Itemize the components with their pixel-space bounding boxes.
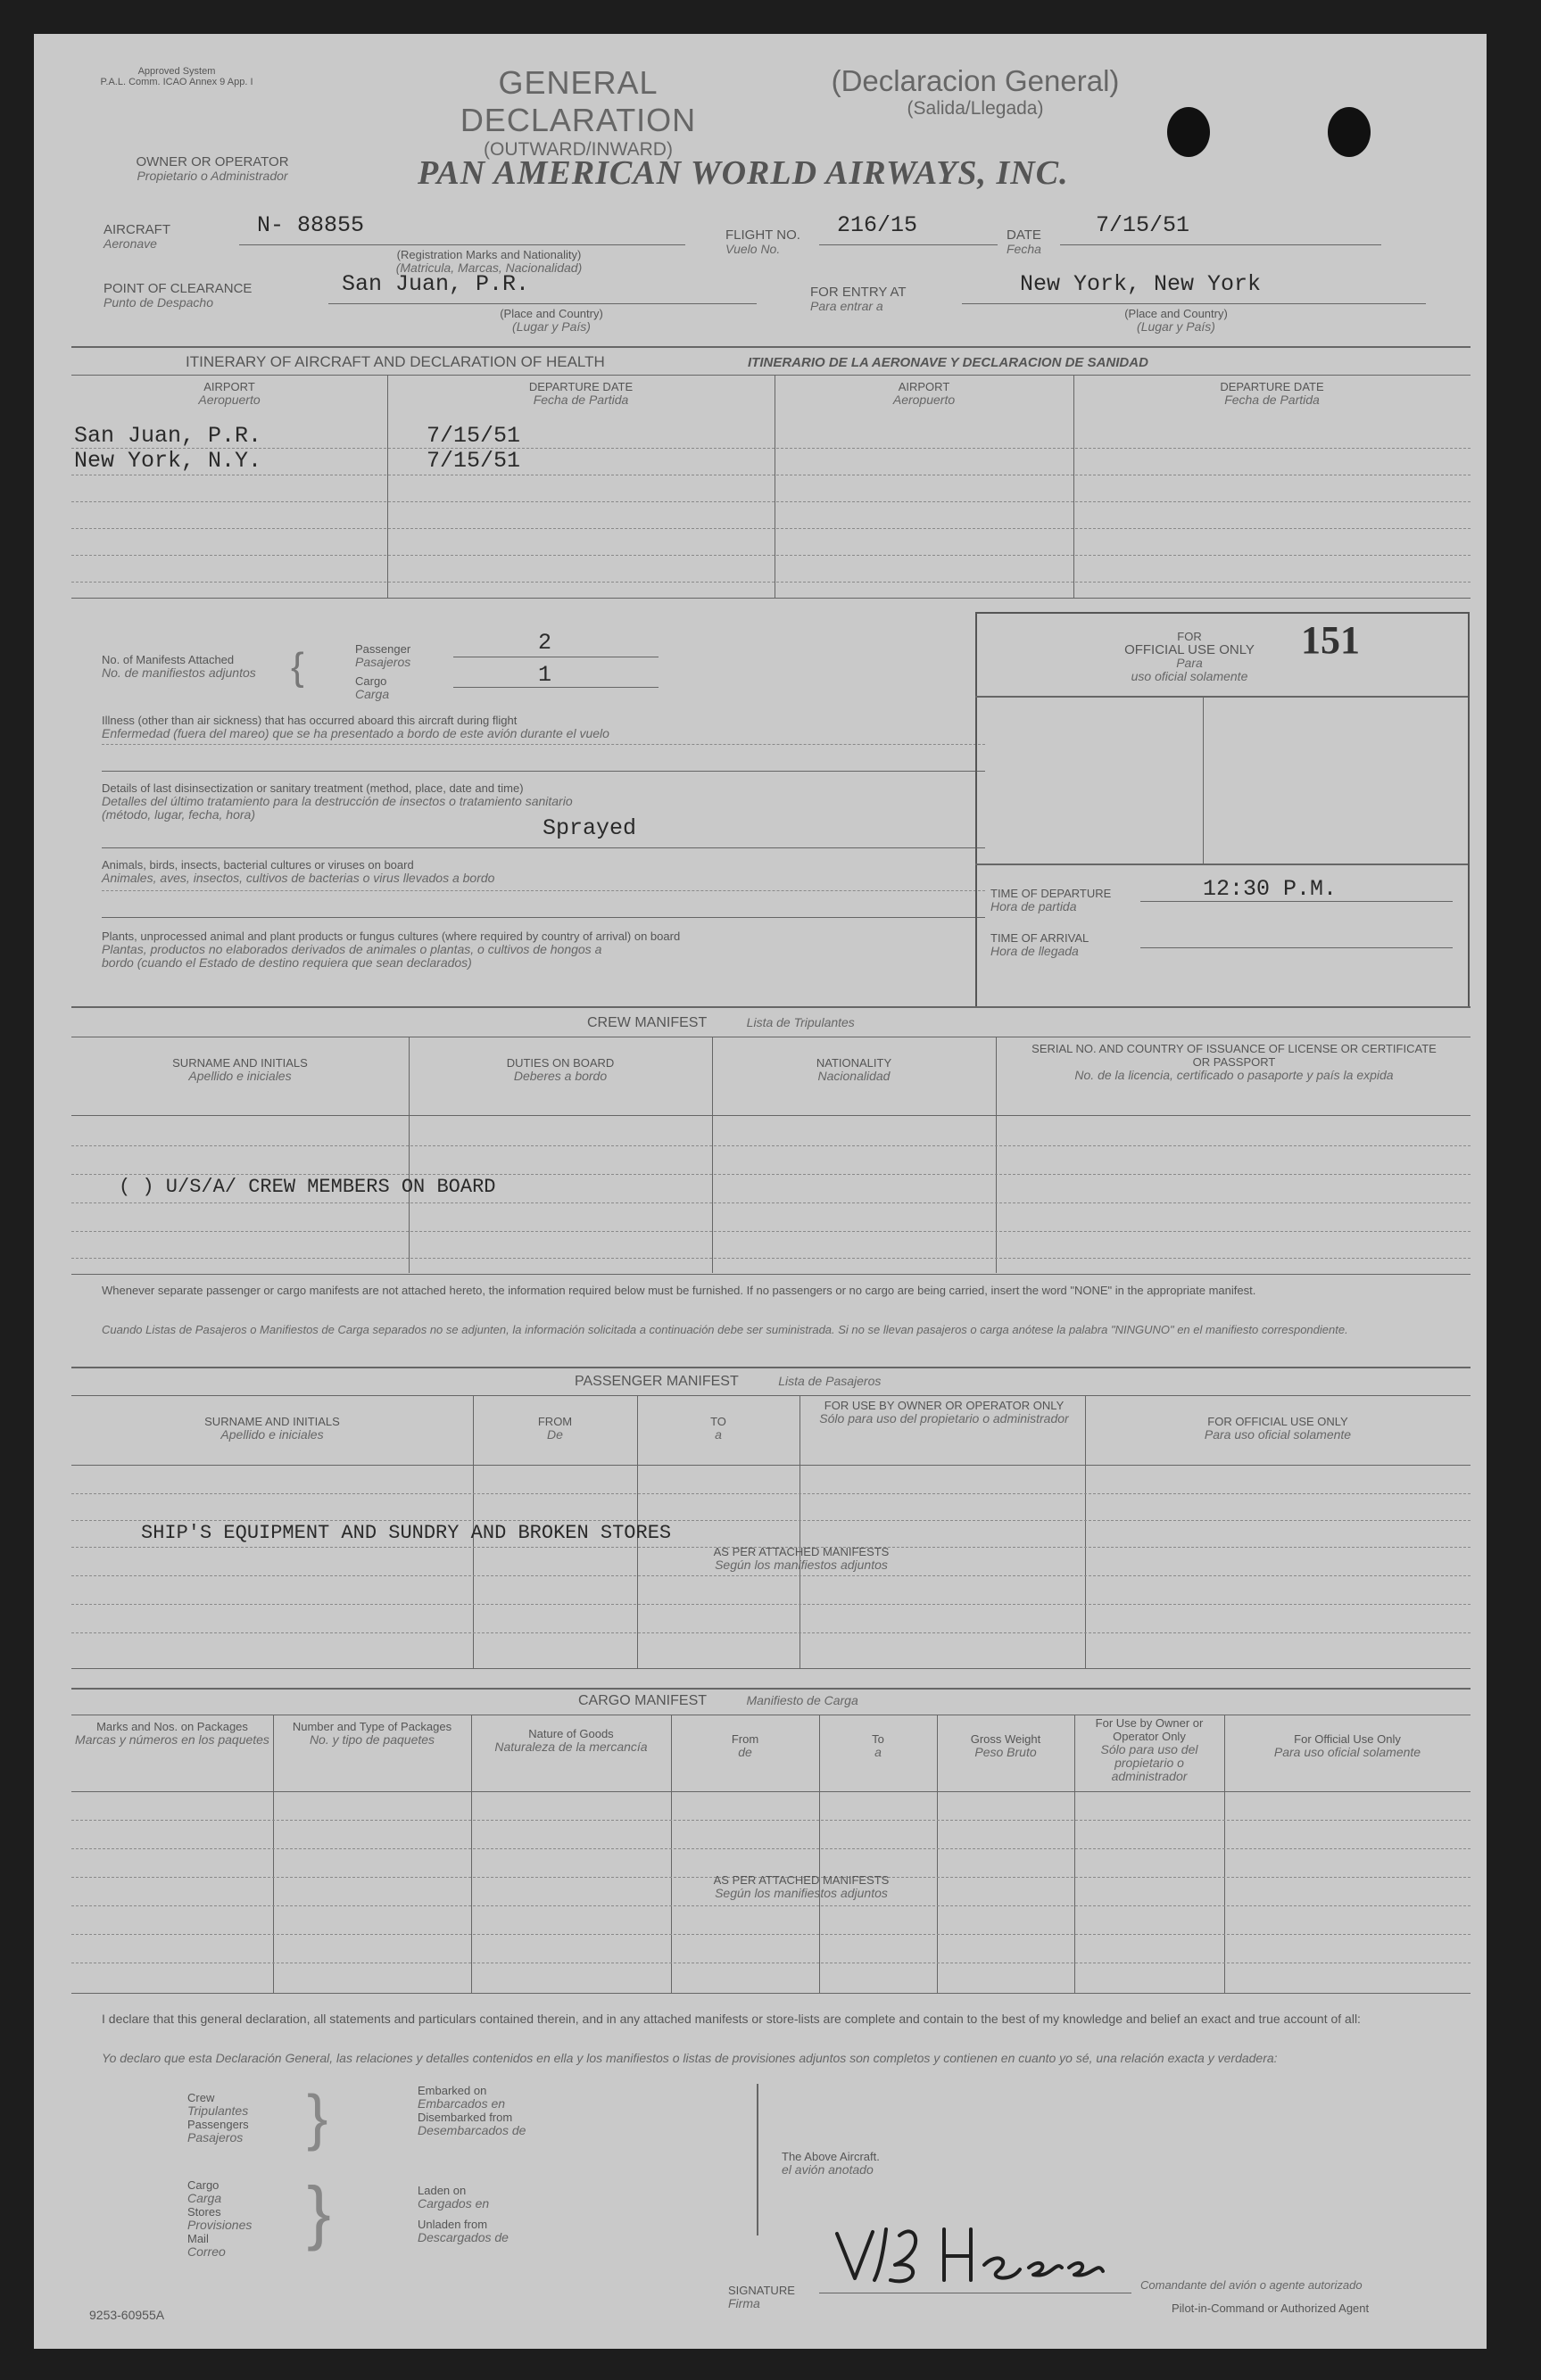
cargo-col-from: From de [731,1732,759,1759]
cargo-attached: AS PER ATTACHED MANIFESTS Según los manifiestos adjuntos [713,1873,890,1900]
approved-system: Approved System P.A.L. Comm. ICAO Annex 9 App. I [100,66,253,87]
date-value: 7/15/51 [1096,212,1190,238]
cargo-col-nature: Nature of Goods Naturaleza de la mercancía [494,1727,648,1754]
signature-scribble [819,2216,1114,2296]
crew-col-surname: SURNAME AND INITIALS Apellido e iniciales [172,1056,308,1083]
passenger-title: PASSENGER MANIFEST Lista de Pasajeros [575,1374,882,1389]
decl-above: The Above Aircraft. el avión anotado [782,2150,880,2177]
pax-col-owner: FOR USE BY OWNER OR OPERATOR ONLY Sólo para uso del propietario o administrador [819,1399,1069,1426]
entry-place-note: (Place and Country) (Lugar y País) [1124,307,1228,334]
cargo-col-number: Number and Type of Packages No. y tipo de paquetes [292,1720,452,1747]
col-airport-2: AIRPORT Aeropuerto [892,380,956,407]
pax-col-to: TO a [710,1415,726,1442]
manifests-label: No. of Manifests Attached No. de manifiestos adjuntos [102,653,256,680]
notice-en: Whenever separate passenger or cargo manifests are not attached hereto, the information required below must be furnished. If no passengers or no cargo are being carried, insert the word "NONE" in the appropriate manifest. [102,1284,1256,1297]
crew-title: CREW MANIFEST Lista de Tripulantes [587,1015,855,1030]
flight-number: 216/15 [837,212,918,238]
clearance-value: San Juan, P.R. [342,271,530,297]
disinsect-label: Details of last disinsectization or sanitary treatment (method, place, date and time) Detalles del último tratamiento para la destrucción de insectos o tratamiento sanitario (método, lugar, fecha, hora) [102,781,573,822]
itinerary-date-2: 7/15/51 [427,448,521,474]
official-number: 151 [1301,618,1360,662]
flight-label: FLIGHT NO. Vuelo No. [725,227,800,256]
col-departure-2: DEPARTURE DATE Fecha de Partida [1220,380,1324,407]
crew-col-nationality: NATIONALITY Nacionalidad [816,1056,892,1083]
declaration-form [34,34,1487,2349]
cargo-col-to: To a [872,1732,884,1759]
aircraft-value: N- 88855 [257,212,365,238]
crew-col-serial: SERIAL NO. AND COUNTRY OF ISSUANCE OF LICENSE OR CERTIFICATE OR PASSPORT No. de la licencia, certificado o pasaporte y país la expida [1031,1042,1437,1082]
form-title-es: (Declaracion General) (Salida/Llegada) [831,64,1120,119]
passenger-label: Passenger Pasajeros [355,642,411,669]
itinerary-date-1: 7/15/51 [427,423,521,449]
aircraft-label: AIRCRAFT Aeronave [104,222,170,251]
pax-attached: AS PER ATTACHED MANIFESTS Según los manifiestos adjuntos [713,1545,890,1572]
form-number: 9253-60955A [89,2308,165,2322]
pax-col-surname: SURNAME AND INITIALS Apellido e iniciales [204,1415,340,1442]
animals-label: Animals, birds, insects, bacterial cultures or viruses on board Animales, aves, insectos, cultivos de bacterias o virus llevados a bordo [102,858,495,885]
col-airport: AIRPORT Aeropuerto [198,380,261,407]
itinerary-airport-2: New York, N.Y. [74,448,262,474]
passenger-manifests: 2 [538,630,552,656]
decl-laden: Laden on Cargados en Unladen from Descargados de [418,2184,509,2244]
declaration-es: Yo declaro que esta Declaración General, las relaciones y detalles contenidos en ella y los manifiestos o listas de provisiones adjuntos son completos y contienen en cuanto yo sé, una relación exacta y verdadera: [102,2051,1278,2065]
arrival-time-label: TIME OF ARRIVAL Hora de llegada [990,931,1089,958]
decl-brace-2: } [307,2172,331,2252]
decl-cargo: Cargo Carga Stores Provisiones Mail Correo [187,2178,253,2259]
cargo-label: Cargo Carga [355,674,390,701]
crew-entry: ( ) U/S/A/ CREW MEMBERS ON BOARD [119,1176,496,1198]
pax-col-from: FROM De [537,1415,573,1442]
illness-label: Illness (other than air sickness) that has occurred aboard this aircraft during flight Enfermedad (fuera del mareo) que se ha presentado a bordo de este avión durante el vuelo [102,714,609,740]
cargo-col-owner: For Use by Owner or Operator Only Sólo para uso del propietario o administrador [1095,1716,1204,1783]
clearance-place-note: (Place and Country) (Lugar y País) [500,307,603,334]
itinerary-airport-1: San Juan, P.R. [74,423,262,449]
cargo-col-marks: Marks and Nos. on Packages Marcas y números en los paquetes [75,1720,269,1747]
form-title: GENERAL DECLARATION (OUTWARD/INWARD) [460,64,697,160]
signature-label: SIGNATURE Firma [728,2284,795,2310]
punch-hole [1328,107,1371,157]
brace: { [291,645,304,689]
col-departure: DEPARTURE DATE Fecha de Partida [528,380,634,407]
reg-note: (Registration Marks and Nationality) (Matricula, Marcas, Nacionalidad) [395,248,583,275]
pax-entry: SHIP'S EQUIPMENT AND SUNDRY AND BROKEN STORES [141,1522,672,1544]
itinerary-title: ITINERARY OF AIRCRAFT AND DECLARATION OF HEALTH [186,353,605,370]
decl-crew: Crew Tripulantes Passengers Pasajeros [187,2091,249,2144]
entry-label: FOR ENTRY AT Para entrar a [810,285,907,313]
departure-time: 12:30 P.M. [1203,876,1338,902]
clearance-label: POINT OF CLEARANCE Punto de Despacho [104,281,253,310]
date-label: DATE Fecha [1007,227,1041,256]
cargo-title: CARGO MANIFEST Manifiesto de Carga [578,1693,858,1708]
owner-value: PAN AMERICAN WORLD AIRWAYS, INC. [418,154,1069,192]
cargo-manifests: 1 [538,662,552,688]
plants-label: Plants, unprocessed animal and plant products or fungus cultures (where required by country of arrival) on board Plantas, productos no elaborados derivados de animales o plantas, o cultivos de hongos a bordo (cuando el Estado de destino requiera que sean declarados) [102,930,681,970]
punch-hole [1167,107,1210,157]
crew-col-duties: DUTIES ON BOARD Deberes a bordo [506,1056,615,1083]
owner-label: OWNER OR OPERATOR Propietario o Administrador [136,154,289,183]
itinerary-title-es: ITINERARIO DE LA AERONAVE Y DECLARACION DE SANIDAD [748,355,1148,370]
entry-value: New York, New York [1020,271,1262,297]
decl-embarked: Embarked on Embarcados en Disembarked from Desembarcados de [418,2084,526,2137]
cargo-col-weight: Gross Weight Peso Bruto [970,1732,1041,1759]
decl-brace-1: } [307,2082,328,2152]
disinsect-value: Sprayed [543,815,637,841]
pax-col-official: FOR OFFICIAL USE ONLY Para uso oficial solamente [1204,1415,1352,1442]
official-use-label: FOR OFFICIAL USE ONLY Para uso oficial solamente [1124,630,1255,683]
notice-es: Cuando Listas de Pasajeros o Manifiestos de Carga separados no se adjunten, la información solicitada a continuación debe ser suministrada. Si no se llevan pasajeros o carga anótese la palabra "NINGUNO" en el manifiesto correspondiente. [102,1323,1348,1336]
commander-es: Comandante del avión o agente autorizado [1140,2278,1363,2292]
declaration-en: I declare that this general declaration, all statements and particulars contained therein, and in any attached manifests or store-lists are complete and contain to the best of my knowledge and belief an exact and true account of all: [102,2012,1361,2026]
commander-en: Pilot-in-Command or Authorized Agent [1172,2301,1370,2315]
cargo-col-official: For Official Use Only Para uso oficial solamente [1273,1732,1421,1759]
departure-time-label: TIME OF DEPARTURE Hora de partida [990,887,1112,913]
